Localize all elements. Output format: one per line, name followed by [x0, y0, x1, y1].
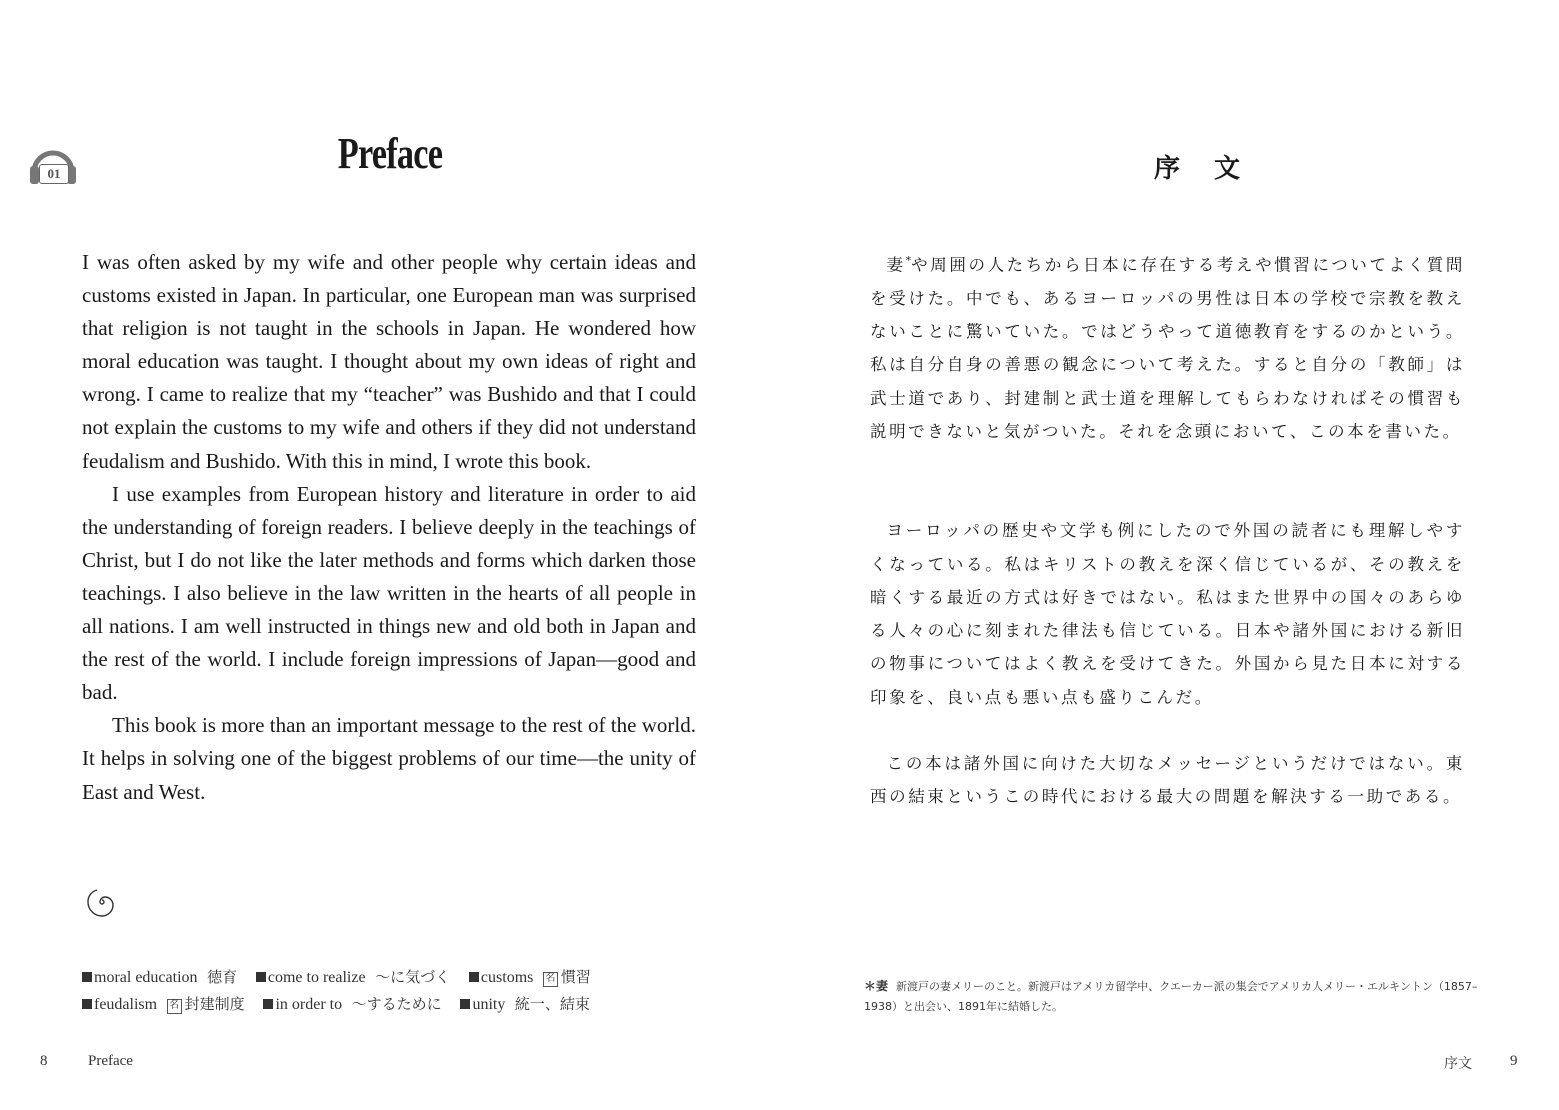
audio-track-number: 01 — [39, 164, 69, 184]
paragraph: I use examples from European history and literature in order to aid the understanding of foreign readers. I believe deeply in the teachings of Christ, but I do not like the later methods and forms which darken those teachings. I also believe in the law written in the hearts of all people in all nations. I am well instructed in things new and old both in Japan and the rest of the world. I include foreign impressions of Japan—good and bad. — [82, 481, 696, 705]
paragraph: 妻*や周囲の人たちから日本に存在する考えや慣習についてよく質問を受けた。中でも、あるヨーロッパの男性は日本の学校で宗教を教えないことに驚いていた。ではどうやって道徳教育をするのかという。私は自分自身の善悪の観念について考えた。すると自分の「教師」は武士道であり、封建制と武士道を理解してもらわなければその慣習も説明できないと気がついた。それを念頭において、この本を書いた。 — [870, 254, 1465, 441]
body-text — [82, 246, 696, 809]
running-header: Preface — [88, 1053, 133, 1069]
vocabulary-item: customs 名 慣習 — [469, 968, 591, 986]
square-bullet-icon — [256, 972, 266, 982]
vocabulary-row — [82, 964, 722, 991]
vocabulary-item: moral education 徳育 — [82, 968, 242, 986]
footnote — [864, 976, 1484, 1017]
vocabulary-item: feudalism 名 封建制度 — [82, 995, 249, 1013]
vocabulary-item: in order to ～するために — [263, 995, 446, 1013]
running-header: 序文 — [1444, 1056, 1472, 1072]
paragraph: I was often asked by my wife and other people why certain ideas and customs existed in Japan. In particular, one European man was surprised that religion is not taught in the schools in Japan. He wondered how moral education was taught. I thought about my own ideas of right and wrong. I came to realize that my “teacher” was Bushido and that I could not explain the customs to my wife and others if they did not understand feudalism and Bushido. With this in mind, I wrote this book. — [82, 250, 696, 473]
page-title: 序文 — [1153, 154, 1274, 184]
vocabulary-list — [82, 964, 722, 1018]
square-bullet-icon — [82, 999, 92, 1009]
vocabulary-item: unity 統一、結束 — [460, 995, 589, 1013]
footnote-marker[interactable]: * — [905, 254, 912, 267]
vocabulary-item: come to realize ～に気づく — [256, 968, 455, 986]
right-page — [780, 0, 1559, 1110]
page-number: 8 — [40, 1053, 48, 1069]
square-bullet-icon — [82, 972, 92, 982]
footnote-label: ＊妻 — [864, 979, 889, 993]
page-title: Preface — [337, 129, 443, 178]
paragraph: この本は諸外国に向けた大切なメッセージというだけではない。東西の結束というこの時代における最大の問題を解決する一助である。 — [870, 754, 1465, 807]
part-of-speech-badge: 名 — [543, 972, 558, 987]
footnote-text: 新渡戸の妻メリーのこと。新渡戸はアメリカ留学中、クエーカー派の集会でアメリカ人メリー・エルキントン（1857–1938）と出会い、1891年に結婚した。 — [864, 980, 1478, 1013]
vocabulary-row — [82, 991, 722, 1018]
square-bullet-icon — [263, 999, 273, 1009]
square-bullet-icon — [469, 972, 479, 982]
body-text — [870, 244, 1465, 814]
headphones-icon[interactable] — [28, 142, 78, 186]
part-of-speech-badge: 名 — [167, 999, 182, 1014]
square-bullet-icon — [460, 999, 470, 1009]
paragraph: This book is more than an important message to the rest of the world. It helps in solving one of the biggest problems of our time—the unity of East and West. — [82, 713, 696, 804]
paragraph: ヨーロッパの歴史や文学も例にしたので外国の読者にも理解しやすくなっている。私はキリストの教えを深く信じているが、その教えを暗くする最近の方式は好きではない。私はまた世界中の国々のあらゆる人々の心に刻まれた律法も信じている。日本や諸外国における新旧の物事についてはよく教えを受けてきた。外国から見た日本に対する印象を、良い点も悪い点も盛りこんだ。 — [870, 521, 1465, 707]
page-number: 9 — [1510, 1053, 1518, 1069]
swirl-ornament-icon — [84, 884, 120, 920]
